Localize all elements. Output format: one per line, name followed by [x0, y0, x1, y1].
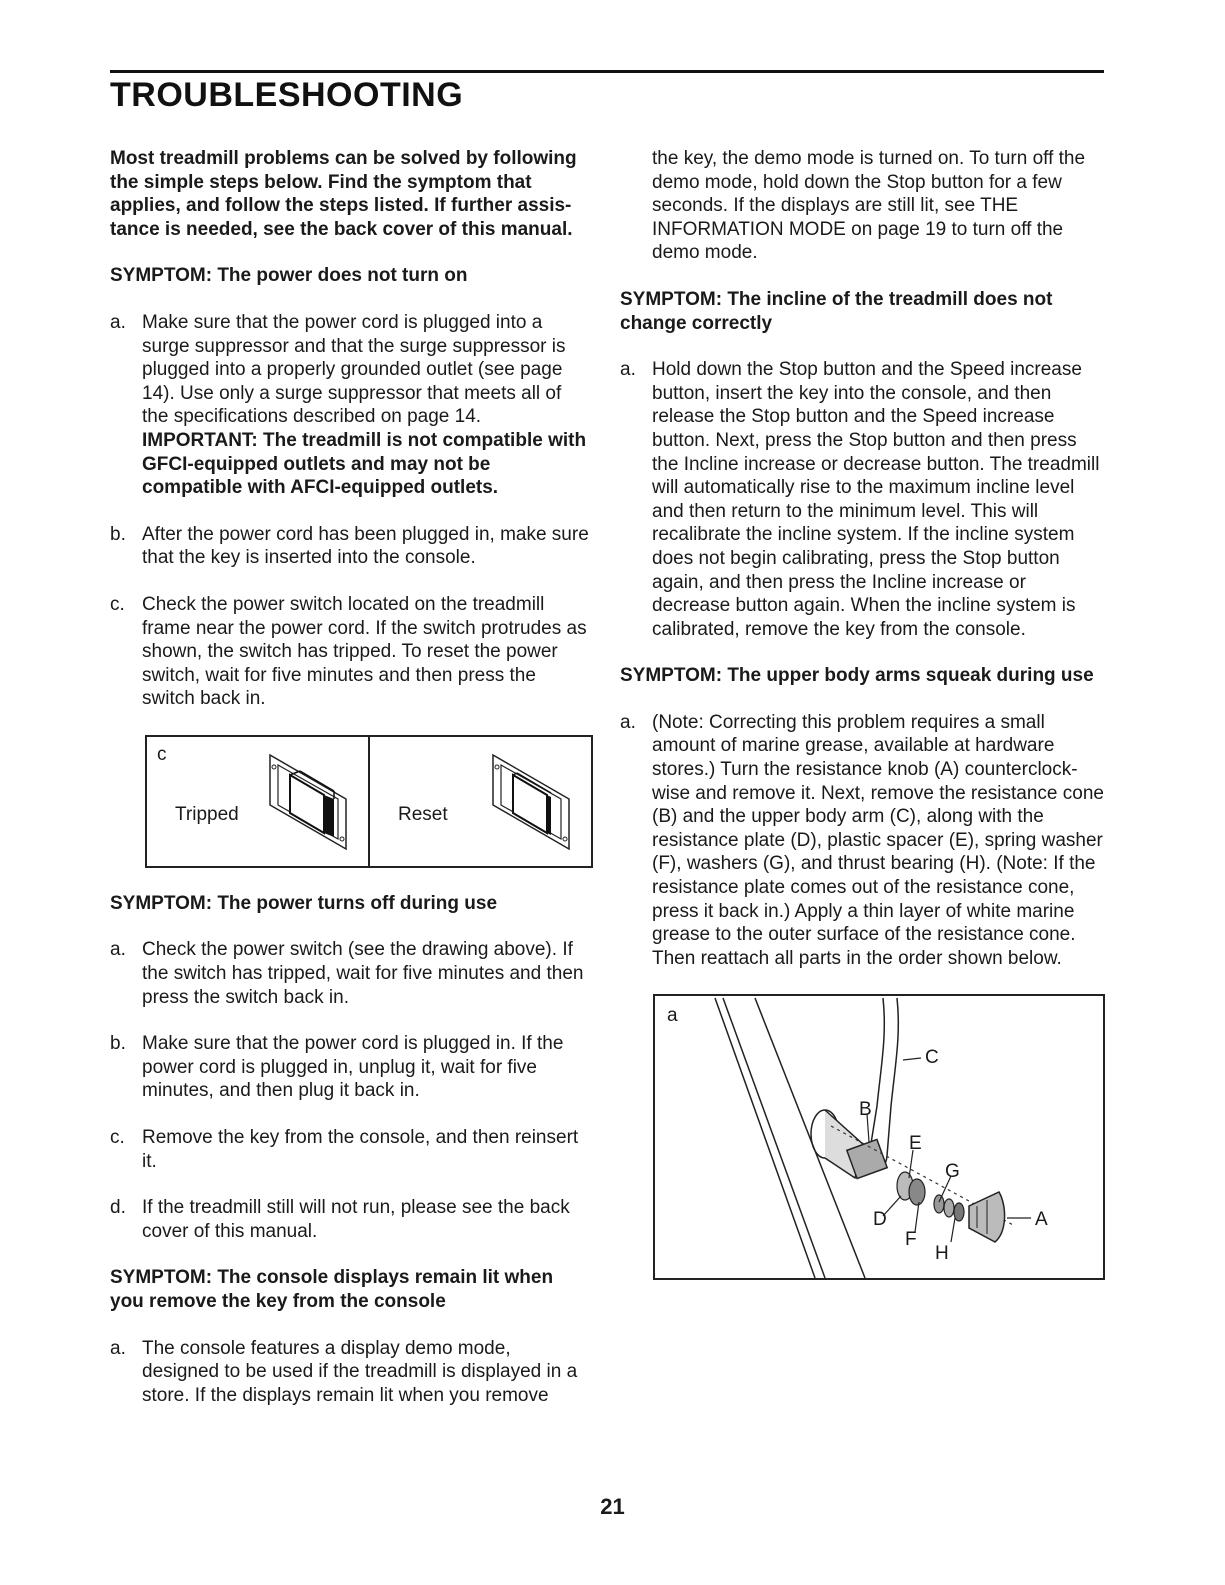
- part-label-d: D: [873, 1209, 887, 1231]
- item-text: The console features a display demo mode, designed to be used if the treadmill is displayed in a store. If the displays remain lit when you remove: [142, 1337, 578, 1406]
- item-text: After the power cord has been plugged in, make sure that the key is inserted into the console.: [142, 523, 589, 569]
- symptom-arms-squeak: SYMPTOM: The upper body arms squeak during use: [620, 665, 1094, 687]
- item-letter: d.: [110, 1197, 126, 1219]
- list-item: [110, 523, 590, 570]
- part-label-g: G: [945, 1161, 960, 1183]
- item-text: Check the power switch located on the treadmill frame near the power cord. If the switch protrudes as shown, the switch has tripped. To reset the power switch, wait for five minutes and then press the switch back in.: [142, 593, 587, 710]
- item-text: (Note: Correcting this problem requires a small amount of marine grease, available at hardware stores.) Turn the resistance knob (A) counterclock-wise and remove it. Next, remove the resistance cone (B) and the upper body arm (C), along with the resistance plate (D), plastic spacer (E), spring washer (F), washers (G), and thrust bearing (H). (Note: If the resistance plate comes out of the resistance cone, press it back in.) Apply a thin layer of white marine grease to the outer surface of the resistance cone. Then reattach all parts in the order shown below.: [652, 711, 1104, 969]
- page-number: 21: [600, 1494, 625, 1519]
- tripped-switch-icon: [260, 751, 350, 853]
- part-label-a: A: [1035, 1209, 1048, 1231]
- reset-panel: [370, 737, 591, 866]
- item-text: Make sure that the power cord is plugged in. If the power cord is plugged in, unplug it, wait for five minutes, and then plug it back in.: [142, 1033, 564, 1102]
- item-letter: c.: [110, 1127, 125, 1149]
- page-title: TROUBLESHOOTING: [110, 76, 464, 114]
- reset-label: Reset: [398, 803, 448, 825]
- right-column: [620, 147, 1106, 1280]
- item-letter: c.: [110, 593, 125, 615]
- arm-assembly-drawing: [655, 996, 1103, 1278]
- item-text: If the treadmill still will not run, please see the back cover of this manual.: [142, 1197, 570, 1242]
- item-letter: a.: [110, 939, 126, 961]
- part-label-e: E: [909, 1133, 922, 1155]
- item-letter: a.: [110, 311, 126, 333]
- symptom-incline: SYMPTOM: The incline of the treadmill does not change correctly: [620, 288, 1053, 334]
- title-rule: [110, 70, 1104, 73]
- item-text: Remove the key from the console, and then reinsert it.: [142, 1127, 579, 1172]
- figure-letter: c: [157, 743, 167, 765]
- figure-letter: a: [667, 1005, 678, 1027]
- tripped-label: Tripped: [175, 803, 239, 825]
- continued-text: the key, the demo mode is turned on. To turn off the demo mode, hold down the Stop button for a few seconds. If the displays are still lit, see THE INFORMATION MODE on page 19 to turn off the demo mode.: [652, 148, 1086, 264]
- symptom-power-not-on: SYMPTOM: The power does not turn on: [110, 265, 468, 287]
- item-letter: a.: [620, 359, 636, 381]
- power-switch-figure: [145, 735, 593, 868]
- symptom-power-off: SYMPTOM: The power turns off during use: [110, 892, 498, 914]
- list-item: [110, 1126, 590, 1173]
- item-text: Hold down the Stop button and the Speed increase button, insert the key into the console, and then release the Stop button and the Speed increase button. Next, press the Stop button and then press the Incline increase or decrease button. The treadmill will automatically rise to the maximum incline level and then return to the minimum level. This will recalibrate the incline system. If the incline system does not begin calibrating, press the Stop button again, and then press the Incline increase or decrease button again. When the incline system is calibrated, remove the key from the console.: [652, 359, 1100, 640]
- item-letter: a.: [110, 1337, 126, 1359]
- symptom-console-lit: SYMPTOM: The console displays remain lit when you remove the key from the console: [110, 1267, 554, 1312]
- part-label-h: H: [935, 1243, 949, 1265]
- important-note: IMPORTANT: The treadmill is not compatible with GFCI-equipped outlets and may not be compatible with AFCI-equipped outlets.: [142, 429, 587, 499]
- part-label-c: C: [925, 1047, 939, 1069]
- part-label-f: F: [905, 1229, 917, 1251]
- item-text: Make sure that the power cord is plugged into a surge suppressor and that the surge suppressor is plugged into a properly grounded outlet (see page 14). Use only a surge suppressor that meets all of the specifications described on page 14.: [142, 311, 566, 428]
- intro-paragraph: Most treadmill problems can be solved by following the simple steps below. Find the symptom that applies, and follow the steps listed. If further assis-tance is needed, see the back cover of this manual.: [110, 148, 577, 240]
- left-column: [110, 147, 590, 1407]
- item-text: Check the power switch (see the drawing above). If the switch has tripped, wait for five minutes and then press the switch back in.: [142, 939, 584, 1008]
- reset-switch-icon: [483, 751, 573, 853]
- list-item: [620, 711, 1106, 971]
- list-item: [110, 311, 590, 500]
- upper-body-arm-figure: [653, 994, 1105, 1280]
- list-item: [110, 1196, 590, 1243]
- part-label-b: B: [859, 1099, 872, 1121]
- list-item: [110, 1032, 590, 1103]
- list-item: [110, 593, 590, 711]
- list-item: [620, 358, 1106, 641]
- item-letter: b.: [110, 1033, 126, 1055]
- list-item: [110, 1337, 590, 1408]
- tripped-panel: [147, 737, 370, 866]
- list-item: [110, 938, 590, 1009]
- item-letter: a.: [620, 711, 636, 733]
- item-letter: b.: [110, 523, 126, 545]
